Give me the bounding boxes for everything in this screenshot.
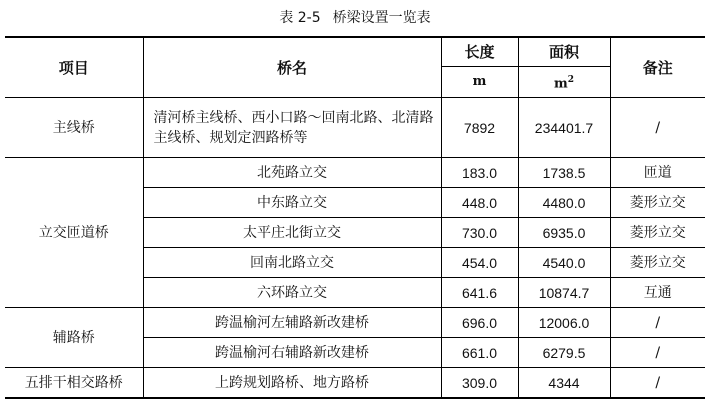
header-length-unit: m <box>441 67 518 98</box>
bridge-name-cell: 清河桥主线桥、西小口路～回南北路、北清路主线桥、规划定泗路桥等 <box>143 98 441 158</box>
remark-cell: 菱形立交 <box>610 188 705 218</box>
header-length: 长度 <box>441 37 518 67</box>
remark-cell: 菱形立交 <box>610 248 705 278</box>
project-cell: 立交匝道桥 <box>5 158 143 308</box>
table-row <box>5 308 705 338</box>
project-cell: 主线桥 <box>5 98 143 158</box>
length-cell: 696.0 <box>441 308 518 338</box>
header-area-unit-sup: 2 <box>567 74 575 85</box>
table-caption <box>0 7 710 27</box>
area-cell: 12006.0 <box>518 308 610 338</box>
area-cell: 1738.5 <box>518 158 610 188</box>
header-area-unit-base: m <box>553 76 568 92</box>
table-number: 表 2-5 <box>279 10 321 26</box>
project-cell: 五排干相交路桥 <box>5 368 143 399</box>
bridge-name-cell: 太平庄北街立交 <box>143 218 441 248</box>
length-cell: 661.0 <box>441 338 518 368</box>
area-cell: 4344 <box>518 368 610 399</box>
table-row <box>5 98 705 158</box>
length-cell: 454.0 <box>441 248 518 278</box>
area-cell: 10874.7 <box>518 278 610 308</box>
area-cell: 4540.0 <box>518 248 610 278</box>
bridge-table <box>5 36 705 399</box>
header-name: 桥名 <box>143 37 441 98</box>
remark-cell: / <box>610 308 705 338</box>
length-cell: 641.6 <box>441 278 518 308</box>
area-cell: 6935.0 <box>518 218 610 248</box>
bridge-name-cell: 回南北路立交 <box>143 248 441 278</box>
area-cell: 234401.7 <box>518 98 610 158</box>
table-row <box>5 158 705 188</box>
remark-cell: 匝道 <box>610 158 705 188</box>
area-cell: 4480.0 <box>518 188 610 218</box>
bridge-name-cell: 北苑路立交 <box>143 158 441 188</box>
remark-cell: / <box>610 338 705 368</box>
bridge-name-cell: 六环路立交 <box>143 278 441 308</box>
remark-cell: 互通 <box>610 278 705 308</box>
bridge-name-cell: 上跨规划路桥、地方路桥 <box>143 368 441 399</box>
table-title: 桥梁设置一览表 <box>332 10 431 26</box>
length-cell: 7892 <box>441 98 518 158</box>
bridge-name-cell: 中东路立交 <box>143 188 441 218</box>
bridge-name-cell: 跨温榆河右辅路新改建桥 <box>143 338 441 368</box>
length-cell: 309.0 <box>441 368 518 399</box>
header-area: 面积 <box>518 37 610 67</box>
length-cell: 448.0 <box>441 188 518 218</box>
header-row-1 <box>5 37 705 67</box>
remark-cell: / <box>610 368 705 399</box>
bridge-name-cell: 跨温榆河左辅路新改建桥 <box>143 308 441 338</box>
header-remark: 备注 <box>610 37 705 98</box>
length-cell: 183.0 <box>441 158 518 188</box>
header-area-unit <box>518 67 610 98</box>
table-row <box>5 368 705 399</box>
header-item: 项目 <box>5 37 143 98</box>
project-cell: 辅路桥 <box>5 308 143 368</box>
area-cell: 6279.5 <box>518 338 610 368</box>
length-cell: 730.0 <box>441 218 518 248</box>
remark-cell: 菱形立交 <box>610 218 705 248</box>
remark-cell: / <box>610 98 705 158</box>
